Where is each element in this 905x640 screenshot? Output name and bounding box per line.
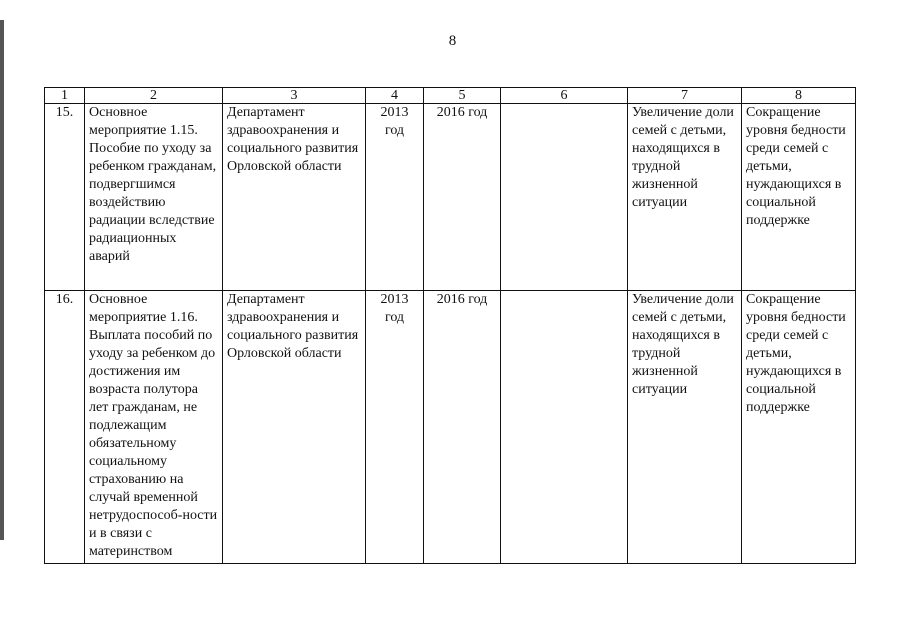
table-row (45, 291, 856, 564)
header-row (45, 88, 856, 104)
end-year: 2016 год (424, 291, 501, 564)
end-year: 2016 год (424, 104, 501, 291)
expected-result: Увеличение доли семей с детьми, находящихся в трудной жизненной ситуации (628, 291, 742, 564)
header-cell-4: 4 (366, 88, 424, 104)
executor: Департамент здравоохранения и социального развития Орловской области (223, 291, 366, 564)
row-number: 16. (45, 291, 85, 564)
measures-table (44, 87, 856, 564)
expected-result: Увеличение доли семей с детьми, находящихся в трудной жизненной ситуации (628, 104, 742, 291)
effect: Сокращение уровня бедности среди семей с детьми, нуждающихся в социальной поддержке (742, 291, 856, 564)
scan-left-edge (0, 20, 4, 540)
column-6-cell (501, 291, 628, 564)
header-cell-1: 1 (45, 88, 85, 104)
header-cell-8: 8 (742, 88, 856, 104)
event-name: Основное мероприятие 1.16. Выплата пособий по уходу за ребенком до достижения им возраста полутора лет гражданам, не подлежащим обязательному социальному страхованию на случай временной нетрудоспособ-ности и в связи с материнством (85, 291, 223, 564)
table-row (45, 104, 856, 291)
header-cell-2: 2 (85, 88, 223, 104)
event-name: Основное мероприятие 1.15. Пособие по уходу за ребенком гражданам, подвергшимся воздействию радиации вследствие радиационных аварий (85, 104, 223, 291)
effect: Сокращение уровня бедности среди семей с детьми, нуждающихся в социальной поддержке (742, 104, 856, 291)
header-cell-6: 6 (501, 88, 628, 104)
header-cell-3: 3 (223, 88, 366, 104)
header-cell-7: 7 (628, 88, 742, 104)
page-number: 8 (448, 33, 457, 49)
row-number: 15. (45, 104, 85, 291)
executor: Департамент здравоохранения и социального развития Орловской области (223, 104, 366, 291)
header-cell-5: 5 (424, 88, 501, 104)
start-year: 2013 год (366, 104, 424, 291)
column-6-cell (501, 104, 628, 291)
start-year: 2013 год (366, 291, 424, 564)
